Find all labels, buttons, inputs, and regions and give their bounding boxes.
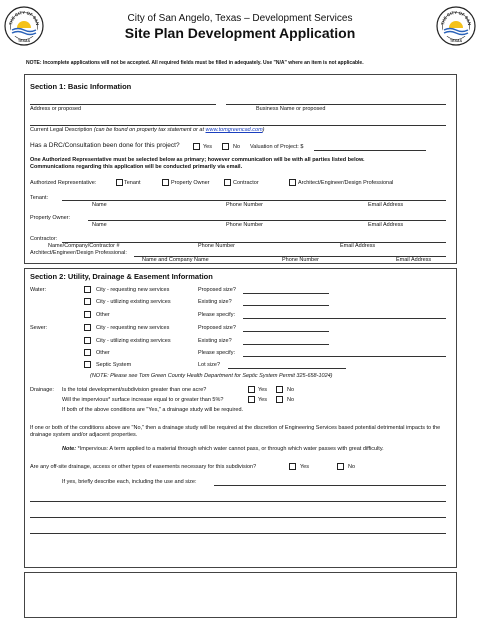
rep-option-architect: Architect/Engineer/Design Professional <box>298 180 394 186</box>
legal-description-label: Current Legal Description (can be found on property tax statement or at www.tomgreencad.com) <box>30 127 265 133</box>
easement-no-label: No <box>348 464 356 470</box>
tenant-phone-label: Phone Number <box>226 202 263 208</box>
rep-option-contractor: Contractor <box>233 180 259 186</box>
incomplete-note: NOTE: Incomplete applications will not be accepted. All required fields must be filled in adequately. Use "N/A" where an item is not applicable. <box>26 60 364 66</box>
section-1-title: Section 1: Basic Information <box>30 82 132 91</box>
rep-tenant-checkbox[interactable] <box>116 179 123 186</box>
septic-note: (NOTE: Please see Tom Green County Health Department for Septic System Permit 325-658-1024) <box>90 373 333 379</box>
drainage-q3: If both of the above conditions are "Yes," a drainage study will be required. <box>62 407 244 413</box>
sewer-specify-label: Please specify: <box>198 350 235 356</box>
business-name-label: Business Name or proposed <box>256 106 326 112</box>
sewer-new-label: City - requesting new services <box>96 325 170 331</box>
rep-label: Authorized Representative: <box>30 180 97 186</box>
rep-architect-checkbox[interactable] <box>289 179 296 186</box>
address-label: Address or proposed <box>30 106 82 112</box>
drainage-q2-yes-checkbox[interactable] <box>248 396 255 403</box>
svg-text:TEXAS: TEXAS <box>450 39 462 43</box>
drainage-q1-yes-label: Yes <box>258 387 267 393</box>
lot-size-field[interactable] <box>228 368 346 369</box>
water-existing-size-field[interactable] <box>243 305 329 306</box>
drc-yes-checkbox[interactable] <box>193 143 200 150</box>
valuation-field[interactable] <box>314 150 426 151</box>
sewer-existing-checkbox[interactable] <box>84 337 91 344</box>
architect-name-label: Name and Company Name <box>142 257 209 263</box>
drainage-label: Drainage: <box>30 387 54 393</box>
tenant-label: Tenant: <box>30 195 49 201</box>
tenant-email-label: Email Address <box>368 202 404 208</box>
contractor-email-label: Email Address <box>340 243 376 249</box>
contractor-phone-label: Phone Number <box>198 243 235 249</box>
rep-option-tenant: Tenant <box>124 180 141 186</box>
sewer-proposed-field[interactable] <box>243 331 329 332</box>
svg-text:TEXAS: TEXAS <box>18 39 30 43</box>
svg-text:THE CITY OF SAN ANGELO: THE CITY OF SAN <box>440 9 473 26</box>
water-other-checkbox[interactable] <box>84 311 91 318</box>
sewer-other-label: Other <box>96 350 110 356</box>
drainage-q1-yes-checkbox[interactable] <box>248 386 255 393</box>
water-specify-field[interactable] <box>243 318 446 319</box>
water-existing-size-label: Existing size? <box>198 299 232 305</box>
sewer-label: Sewer: <box>30 325 48 331</box>
easement-no-checkbox[interactable] <box>337 463 344 470</box>
architect-label: Architect/Engineer/Design Professional: <box>30 250 127 256</box>
water-proposed-label: Proposed size? <box>198 287 236 293</box>
sewer-proposed-label: Proposed size? <box>198 325 236 331</box>
water-new-checkbox[interactable] <box>84 286 91 293</box>
sewer-specify-field[interactable] <box>243 356 446 357</box>
sewer-other-checkbox[interactable] <box>84 349 91 356</box>
sewer-existing-size-label: Existing size? <box>198 338 232 344</box>
valuation-label: Valuation of Project: $ <box>250 144 304 150</box>
water-proposed-field[interactable] <box>243 293 329 294</box>
rep-contractor-checkbox[interactable] <box>224 179 231 186</box>
lot-size-label: Lot size? <box>198 362 221 368</box>
legal-description-field[interactable] <box>30 125 446 126</box>
sewer-new-checkbox[interactable] <box>84 324 91 331</box>
business-name-field[interactable] <box>226 104 446 105</box>
water-existing-label: City - utilizing existing services <box>96 299 171 305</box>
architect-phone-label: Phone Number <box>282 257 319 263</box>
page-title: Site Plan Development Application <box>124 25 356 41</box>
drc-no-label: No <box>233 144 241 150</box>
section-2-title: Section 2: Utility, Drainage & Easement Information <box>30 272 213 281</box>
easement-describe-field-2[interactable] <box>30 501 446 502</box>
rep-notice-1: One Authorized Representative must be selected below as primary; however communication will be with all parties listed below. <box>30 157 365 163</box>
svg-text:THE CITY OF SAN ANGELO: THE CITY OF SAN <box>8 9 41 26</box>
water-other-label: Other <box>96 312 110 318</box>
easement-yes-label: Yes <box>300 464 309 470</box>
drainage-study-note: If one or both of the conditions above are "No," then a drainage study will be required at the discretion of Engineering Services based potential detrimental impacts to the drainage system and/or adjacent properties. <box>30 425 441 438</box>
drainage-q1-no-label: No <box>287 387 295 393</box>
owner-phone-label: Phone Number <box>226 222 263 228</box>
rep-option-owner: Property Owner <box>171 180 210 186</box>
rep-notice-2: Communications regarding this application will be conducted primarily via email. <box>30 164 243 170</box>
contractor-label: Contractor: <box>30 236 58 242</box>
sewer-existing-label: City - utilizing existing services <box>96 338 171 344</box>
water-new-label: City - requesting new services <box>96 287 170 293</box>
easement-describe-field-1[interactable] <box>214 485 446 486</box>
rep-owner-checkbox[interactable] <box>162 179 169 186</box>
owner-email-label: Email Address <box>368 222 404 228</box>
impervious-note: Note: *Impervious: A term applied to a material through which water cannot pass, or through which water passes with great difficulty. <box>62 446 384 452</box>
drc-no-checkbox[interactable] <box>222 143 229 150</box>
address-field[interactable] <box>30 104 216 105</box>
org-heading: City of San Angelo, Texas – Development Services <box>127 13 353 24</box>
drainage-q1-no-checkbox[interactable] <box>276 386 283 393</box>
septic-label: Septic System <box>96 362 132 368</box>
sewer-existing-size-field[interactable] <box>243 344 329 345</box>
easement-question: Are any off-site drainage, access or other types of easements necessary for this subdivision? <box>30 464 257 470</box>
tenant-field[interactable] <box>62 200 446 201</box>
septic-checkbox[interactable] <box>84 361 91 368</box>
owner-name-label: Name <box>92 222 107 228</box>
drainage-q2-no-label: No <box>287 397 295 403</box>
owner-label: Property Owner: <box>30 215 71 221</box>
lower-section-box <box>24 572 457 618</box>
easement-yes-checkbox[interactable] <box>289 463 296 470</box>
easement-describe-field-4[interactable] <box>30 533 446 534</box>
easement-describe-field-3[interactable] <box>30 517 446 518</box>
easement-describe-label: If yes, briefly describe each, including the use and size: <box>62 479 197 485</box>
architect-email-label: Email Address <box>396 257 432 263</box>
water-existing-checkbox[interactable] <box>84 298 91 305</box>
tomgreencad-link[interactable]: www.tomgreencad.com <box>205 127 263 133</box>
water-specify-label: Please specify: <box>198 312 235 318</box>
drainage-q2: Will the impervious* surface increase equal to or greater than 5%? <box>62 397 224 403</box>
drainage-q2-no-checkbox[interactable] <box>276 396 283 403</box>
drc-yes-label: Yes <box>203 144 212 150</box>
contractor-name-label: Name/Company/Contractor # <box>48 243 120 249</box>
drainage-q2-yes-label: Yes <box>258 397 267 403</box>
drainage-q1: Is the total development/subdivision greater than one acre? <box>62 387 207 393</box>
owner-field[interactable] <box>88 220 446 221</box>
tenant-name-label: Name <box>92 202 107 208</box>
water-label: Water: <box>30 287 46 293</box>
drc-question: Has a DRC/Consultation been done for this project? <box>30 142 180 149</box>
